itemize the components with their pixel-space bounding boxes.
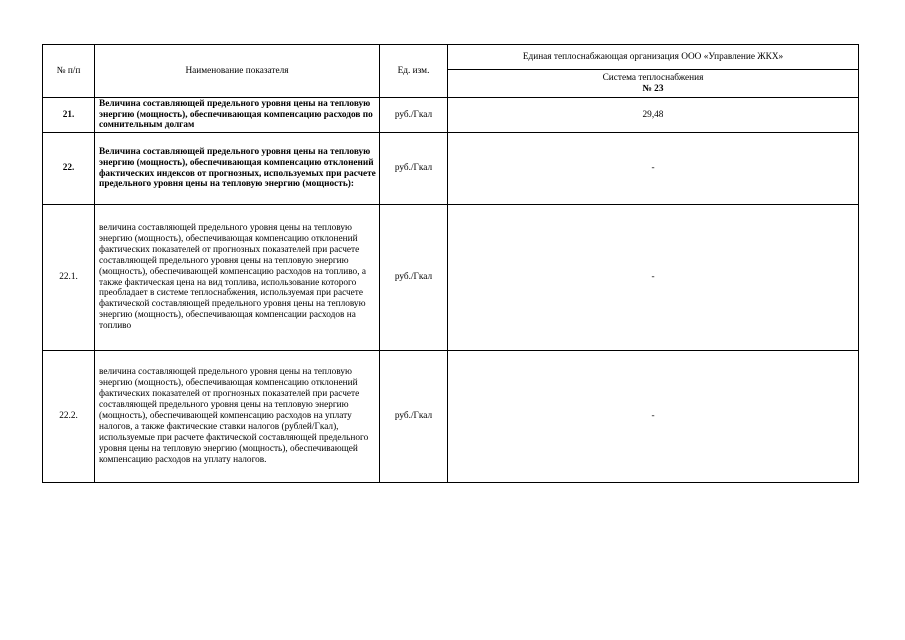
header-system <box>448 70 859 98</box>
header-name: Наименование показателя <box>95 45 380 98</box>
row-value: 29,48 <box>448 98 859 133</box>
table-row <box>43 351 859 483</box>
row-value: - <box>448 351 859 483</box>
row-unit: руб./Гкал <box>380 351 448 483</box>
row-unit: руб./Гкал <box>380 133 448 205</box>
header-num: № п/п <box>43 45 95 98</box>
row-num: 22.2. <box>43 351 95 483</box>
row-unit: руб./Гкал <box>380 98 448 133</box>
system-number: № 23 <box>642 83 664 94</box>
system-label: Система теплоснабжения <box>602 72 704 83</box>
table-row <box>43 133 859 205</box>
header-unit: Ед. изм. <box>380 45 448 98</box>
header-row-1 <box>43 45 859 70</box>
row-name: величина составляющей предельного уровня цены на тепловую энергию (мощность), обеспечивающая компенсацию отклонений фактических показателей от прогнозных показателей при расчете составляющей предельного уровня цены на тепловую энергию (мощность), обеспечивающей компенсацию расходов на уплату налогов, а также фактические ставки налогов (рублей/Гкал), используемые при расчете фактической составляющей предельного уровня цены на тепловую энергию (мощность), обеспечивающей компенсацию расходов на уплату налогов. <box>95 351 380 483</box>
header-org: Единая теплоснабжающая организация ООО «Управление ЖКХ» <box>448 45 859 70</box>
row-unit: руб./Гкал <box>380 205 448 351</box>
row-value: - <box>448 133 859 205</box>
row-num: 22.1. <box>43 205 95 351</box>
row-name: Величина составляющей предельного уровня цены на тепловую энергию (мощность), обеспечивающая компенсацию расходов по сомнительным долгам <box>95 98 380 133</box>
table-row <box>43 98 859 133</box>
row-value: - <box>448 205 859 351</box>
indicator-table <box>42 44 859 483</box>
row-name: Величина составляющей предельного уровня цены на тепловую энергию (мощность), обеспечивающая компенсацию отклонений фактических индексов от прогнозных, используемых при расчете предельного уровня цены на тепловую энергию (мощность): <box>95 133 380 205</box>
table-row <box>43 205 859 351</box>
row-num: 22. <box>43 133 95 205</box>
row-name: величина составляющей предельного уровня цены на тепловую энергию (мощность), обеспечивающая компенсацию отклонений фактических показателей от прогнозных показателей при расчете составляющей предельного уровня цены на тепловую энергию (мощность), обеспечивающей компенсацию расходов на топливо, а также фактическая цена на вид топлива, использование которого преобладает в системе теплоснабжения, используемая при расчете фактической составляющей предельного уровня цены на тепловую энергию (мощность), обеспечивающая компенсации расходов на топливо <box>95 205 380 351</box>
row-num: 21. <box>43 98 95 133</box>
